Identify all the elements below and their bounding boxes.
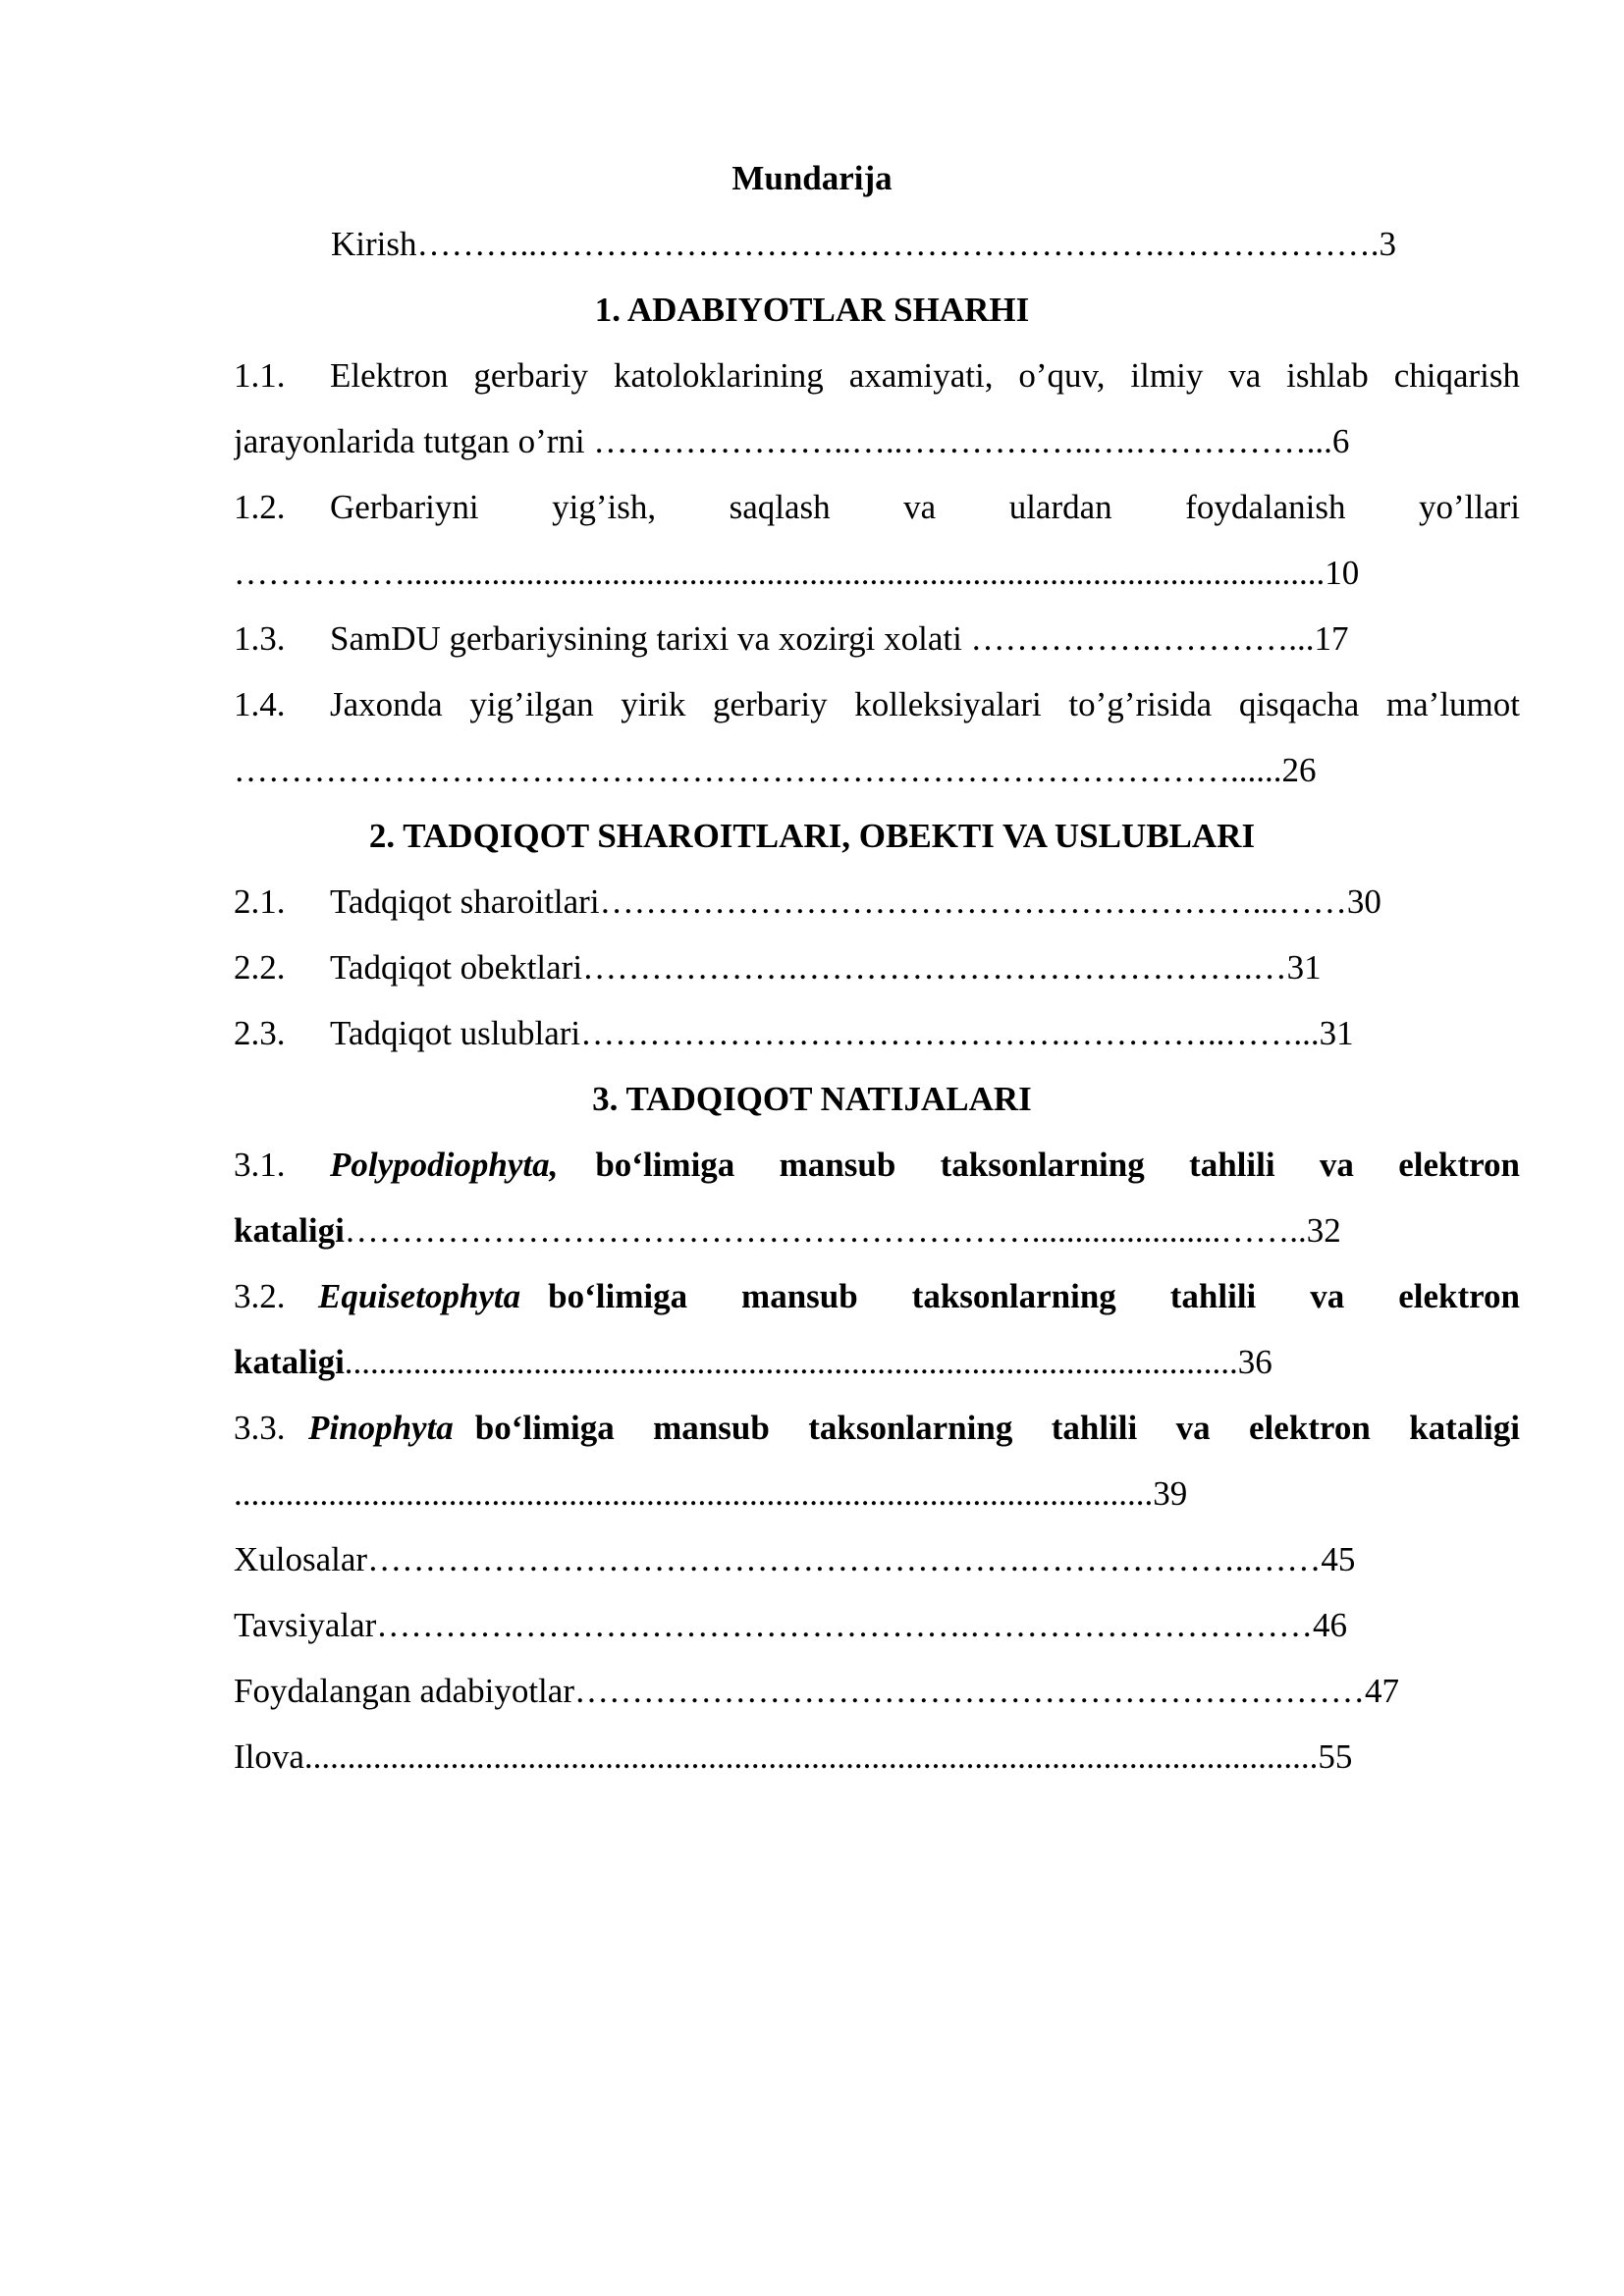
toc-entry-2-1 (234, 881, 1520, 924)
entry-leader: ……………………………………………………......................……..32 (344, 1211, 1341, 1250)
toc-entry-3-1 (234, 1144, 1520, 1187)
entry-taxon: Polypodiophyta, (330, 1146, 559, 1184)
entry-text-bold: kataligi (234, 1211, 345, 1250)
toc-entry-1-1-cont: jarayonlarida tutgan o’rni …………………..…..……………..….……………...6 (234, 422, 1350, 460)
entry-text: SamDU gerbariysining tarixi va xozirgi xolati …………….…………...17 (330, 619, 1349, 658)
entry-text: Tadqiqot obektlari……………….………………………………….…31 (330, 948, 1322, 987)
toc-entry-1-4-cont: ……………………………………………………………………………......26 (234, 751, 1317, 789)
entry-number: 3.1. (234, 1146, 286, 1184)
toc-entry-3-2-cont (234, 1341, 1520, 1384)
entry-text: Tadqiqot uslublari…………………………………….…………..……...31 (330, 1014, 1354, 1052)
entry-text: Tadqiqot sharoitlari…………………………………………………...……30 (330, 882, 1381, 921)
entry-number: 1.3. (234, 619, 286, 658)
toc-entry-3-2 (234, 1275, 1520, 1318)
toc-entry-2-2 (234, 946, 1520, 989)
entry-number: 2.3. (234, 1014, 286, 1052)
toc-entry-1-1 (234, 354, 1520, 398)
entry-number: 1.1. (234, 356, 286, 395)
toc-entry-tavsiyalar: Tavsiyalar…………………………………………….…………………………46 (234, 1606, 1348, 1644)
toc-entry-adabiyotlar: Foydalangan adabiyotlar……………………………………………………………47 (234, 1672, 1399, 1710)
entry-text: bo‘limiga mansub taksonlarning tahlili va elektron (548, 1277, 1520, 1315)
section-heading-3: 3. TADQIQOT NATIJALARI (592, 1080, 1032, 1118)
entry-text: bo‘limiga mansub taksonlarning tahlili va elektron kataligi (474, 1409, 1520, 1447)
toc-entry-3-3 (234, 1407, 1520, 1450)
section-heading-2: 2. TADQIQOT SHAROITLARI, OBEKTI VA USLUBLARI (368, 817, 1256, 855)
entry-text: bo‘limiga mansub taksonlarning tahlili va elektron (595, 1146, 1520, 1184)
toc-entry-2-3 (234, 1012, 1520, 1055)
entry-number: 3.3. (234, 1409, 286, 1447)
toc-entry-ilova: Ilova......................................................................................................................55 (234, 1737, 1353, 1776)
entry-taxon: Equisetophyta (318, 1277, 521, 1315)
entry-number: 2.2. (234, 948, 286, 987)
entry-text-bold: kataligi (234, 1343, 345, 1381)
entry-text: Gerbariyni yig’ish, saqlash va ulardan foydalanish yo’llari (330, 488, 1520, 526)
entry-number: 1.2. (234, 488, 286, 526)
toc-entry-3-3-cont: ...........................................................................................................39 (234, 1474, 1188, 1513)
entry-taxon: Pinophyta (308, 1409, 454, 1447)
toc-entry-1-2-cont: ……………...........................................................................................................10 (234, 554, 1360, 592)
entry-number: 1.4. (234, 685, 286, 723)
toc-entry-xulosalar: Xulosalar………………………………………………….………………..……45 (234, 1540, 1356, 1578)
toc-entry-1-3 (234, 617, 1520, 661)
toc-entry-kirish: Kirish………..……………………………………………….……………….3 (331, 225, 1396, 263)
toc-entry-1-2 (234, 486, 1520, 529)
section-heading-1: 1. ADABIYOTLAR SHARHI (594, 291, 1030, 329)
entry-number: 2.1. (234, 882, 286, 921)
entry-number: 3.2. (234, 1277, 286, 1315)
page-title: Mundarija (731, 159, 893, 197)
entry-text: Jaxonda yig’ilgan yirik gerbariy kolleksiyalari to’g’risida qisqacha ma’lumot (330, 685, 1520, 723)
entry-text: Elektron gerbariy katoloklarining axamiyati, o’quv, ilmiy va ishlab chiqarish (330, 356, 1520, 395)
entry-leader: ........................................................................................................36 (344, 1343, 1272, 1381)
toc-entry-3-1-cont (234, 1209, 1520, 1253)
toc-entry-1-4 (234, 683, 1520, 726)
